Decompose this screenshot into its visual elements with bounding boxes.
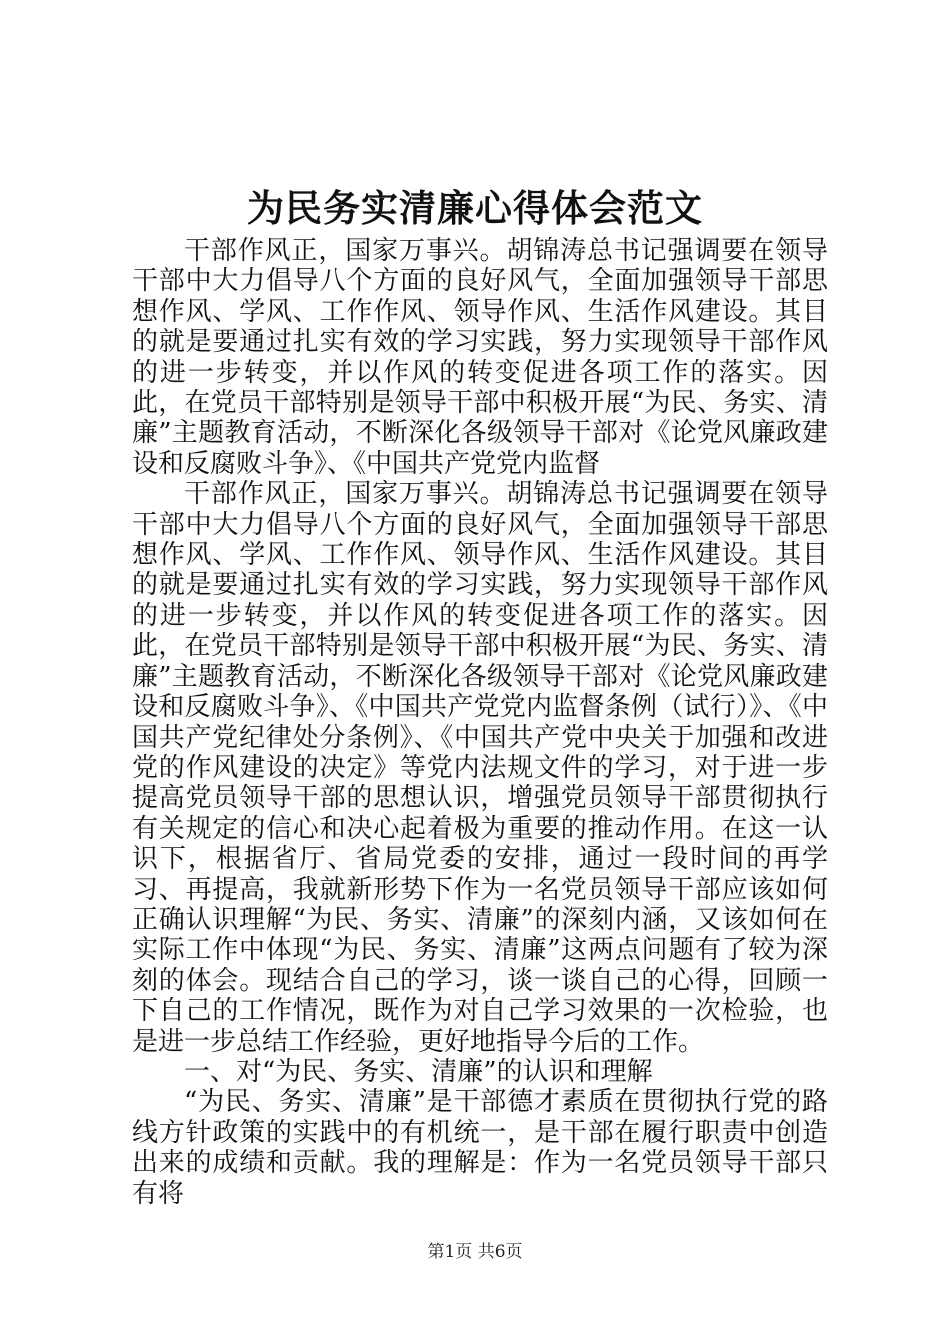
paragraph-intro-truncated: 干部作风正，国家万事兴。胡锦涛总书记强调要在领导干部中大力倡导八个方面的良好风气，全面加强领导干部思想作风、学风、工作作风、领导作风、生活作风建设。其目的就是要通过扎实有效的学习实践，努力实现领导干部作风的进一步转变，并以作风的转变促进各项工作的落实。因此，在党员干部特别是领导干部中积极开展“为民、务实、清廉”主题教育活动，不断深化各级领导干部对《论党风廉政建设和反腐败斗争》、《中国共产党党内监督 <box>132 236 828 479</box>
paragraph-understanding: “为民、务实、清廉”是干部德才素质在贯彻执行党的路线方针政策的实践中的有机统一，是干部在履行职责中创造出来的成绩和贡献。我的理解是：作为一名党员领导干部只有将 <box>132 1087 828 1209</box>
section-heading: 一、对“为民、务实、清廉”的认识和理解 <box>184 1056 653 1087</box>
paragraph-intro-full: 干部作风正，国家万事兴。胡锦涛总书记强调要在领导干部中大力倡导八个方面的良好风气，全面加强领导干部思想作风、学风、工作作风、领导作风、生活作风建设。其目的就是要通过扎实有效的学习实践，努力实现领导干部作风的进一步转变，并以作风的转变促进各项工作的落实。因此，在党员干部特别是领导干部中积极开展“为民、务实、清廉”主题教育活动，不断深化各级领导干部对《论党风廉政建设和反腐败斗争》、《中国共产党党内监督条例（试行）》、《中国共产党纪律处分条例》、《中国共产党中央关于加强和改进党的作风建设的决定》等党内法规文件的学习，对于进一步提高党员领导干部的思想认识，增强党员领导干部贯彻执行有关规定的信心和决心起着极为重要的推动作用。在这一认识下，根据省厅、省局党委的安排，通过一段时间的再学习、再提高，我就新形势下作为一名党员领导干部应该如何正确认识理解“为民、务实、清廉”的深刻内涵，又该如何在实际工作中体现“为民、务实、清廉”这两点问题有了较为深刻的体会。现结合自己的学习，谈一谈自己的心得，回顾一下自己的工作情况，既作为对自己学习效果的一次检验，也是进一步总结工作经验，更好地指导今后的工作。 <box>132 479 828 1057</box>
document-body <box>132 236 828 1209</box>
document-title: 为民务实清廉心得体会范文 <box>247 186 703 230</box>
page-number-footer: 第1页 共6页 <box>427 1242 523 1262</box>
